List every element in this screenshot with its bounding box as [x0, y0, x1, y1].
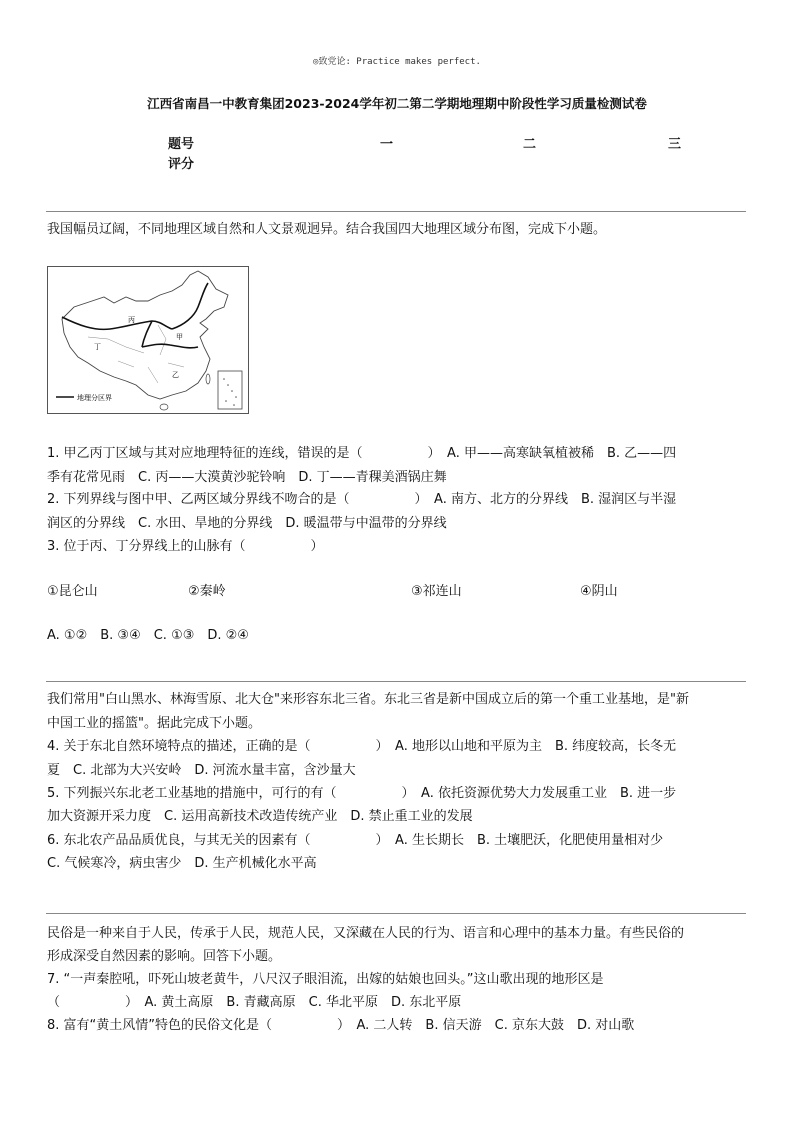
score-table-row-label-number: 题号: [168, 137, 195, 152]
question-6-line-2: C. 气候寒冷，病虫害少 D. 生产机械化水平高: [47, 856, 317, 871]
question-1-line-1: 1. 甲乙丙丁区域与其对应地理特征的连线，错误的是（ ） A. 甲——高寒缺氧植被稀 B. 乙——四: [47, 446, 677, 461]
q3-item-3: ③祁连山: [411, 584, 462, 599]
question-5-line-2: 加大资源开采力度 C. 运用高新技术改造传统产业 D. 禁止重工业的发展: [47, 809, 473, 824]
south-china-sea-inset: [218, 371, 242, 409]
section2-intro-line-1: 我们常用"白山黑水、林海雪原、北大仓"来形容东北三省。东北三省是新中国成立后的第一个重工业基地，是"新: [47, 692, 689, 707]
question-2-line-1: 2. 下列界线与图中甲、乙两区域分界线不吻合的是（ ） A. 南方、北方的分界线 B. 湿润区与半湿: [47, 492, 677, 507]
q3-item-2: ②秦岭: [188, 584, 226, 599]
score-table-col-3: 三: [668, 137, 682, 152]
question-3: 3. 位于丙、丁分界线上的山脉有（ ）: [47, 539, 324, 554]
q3-item-1: ①昆仑山: [47, 584, 98, 599]
section-divider: [46, 681, 746, 682]
map-label-yi: 乙: [172, 371, 179, 379]
section-divider: [46, 211, 746, 212]
question-4-line-2: 夏 C. 北部为大兴安岭 D. 河流水量丰富，含沙量大: [47, 763, 356, 778]
question-7-line-1: 7. “一声秦腔吼，吓死山坡老黄牛，八尺汉子眼泪流，出嫁的姑娘也回头。”这山歌出现的地形区是: [47, 972, 604, 987]
map-label-ding: 丁: [94, 343, 101, 351]
q3-item-4: ④阴山: [580, 584, 618, 599]
section1-intro: 我国幅员辽阔，不同地理区域自然和人文景观迥异。结合我国四大地理区域分布图，完成下小题。: [47, 222, 607, 237]
question-5-line-1: 5. 下列振兴东北老工业基地的措施中，可行的有（ ） A. 依托资源优势大力发展重工业 B. 进一步: [47, 786, 677, 801]
section3-intro-line-2: 形成深受自然因素的影响。回答下小题。: [47, 949, 282, 964]
china-regions-map: [47, 266, 249, 414]
question-7-line-2: （ ） A. 黄土高原 B. 青藏高原 C. 华北平原 D. 东北平原: [47, 995, 462, 1010]
hainan-island: [160, 404, 168, 410]
score-table-row-label-score: 评分: [168, 157, 195, 172]
map-label-jia: 甲: [176, 333, 183, 341]
question-4-line-1: 4. 关于东北自然环境特点的描述，正确的是（ ） A. 地形以山地和平原为主 B. 纬度较高，长冬无: [47, 739, 677, 754]
score-table-col-1: 一: [380, 137, 394, 152]
taiwan-island: [206, 374, 210, 384]
motto: ◎致党论: Practice makes perfect.: [313, 57, 481, 67]
question-2-line-2: 润区的分界线 C. 水田、旱地的分界线 D. 暖温带与中温带的分界线: [47, 516, 447, 531]
exam-title: 江西省南昌一中教育集团2023-2024学年初二第二学期地理期中阶段性学习质量检测试卷: [147, 96, 647, 111]
map-label-bing: 丙: [128, 316, 135, 324]
section-divider: [46, 913, 746, 914]
section3-intro-line-1: 民俗是一种来自于人民，传承于人民，规范人民，又深藏在人民的行为、语言和心理中的基本力量。有些民俗的: [47, 926, 685, 941]
section2-intro-line-2: 中国工业的摇篮"。据此完成下小题。: [47, 716, 261, 731]
question-8: 8. 富有“黄土风情”特色的民俗文化是（ ） A. 二人转 B. 信天游 C. 京东大鼓 D. 对山歌: [47, 1018, 635, 1033]
question-6-line-1: 6. 东北农产品品质优良，与其无关的因素有（ ） A. 生长期长 B. 土壤肥沃，化肥使用量相对少: [47, 833, 664, 848]
score-table-col-2: 二: [523, 137, 537, 152]
legend-label: 地理分区界: [77, 394, 112, 402]
q3-options: A. ①② B. ③④ C. ①③ D. ②④: [47, 628, 249, 643]
question-1-line-2: 季有花常见雨 C. 丙——大漠黄沙驼铃响 D. 丁——青稞美酒锅庄舞: [47, 470, 447, 485]
